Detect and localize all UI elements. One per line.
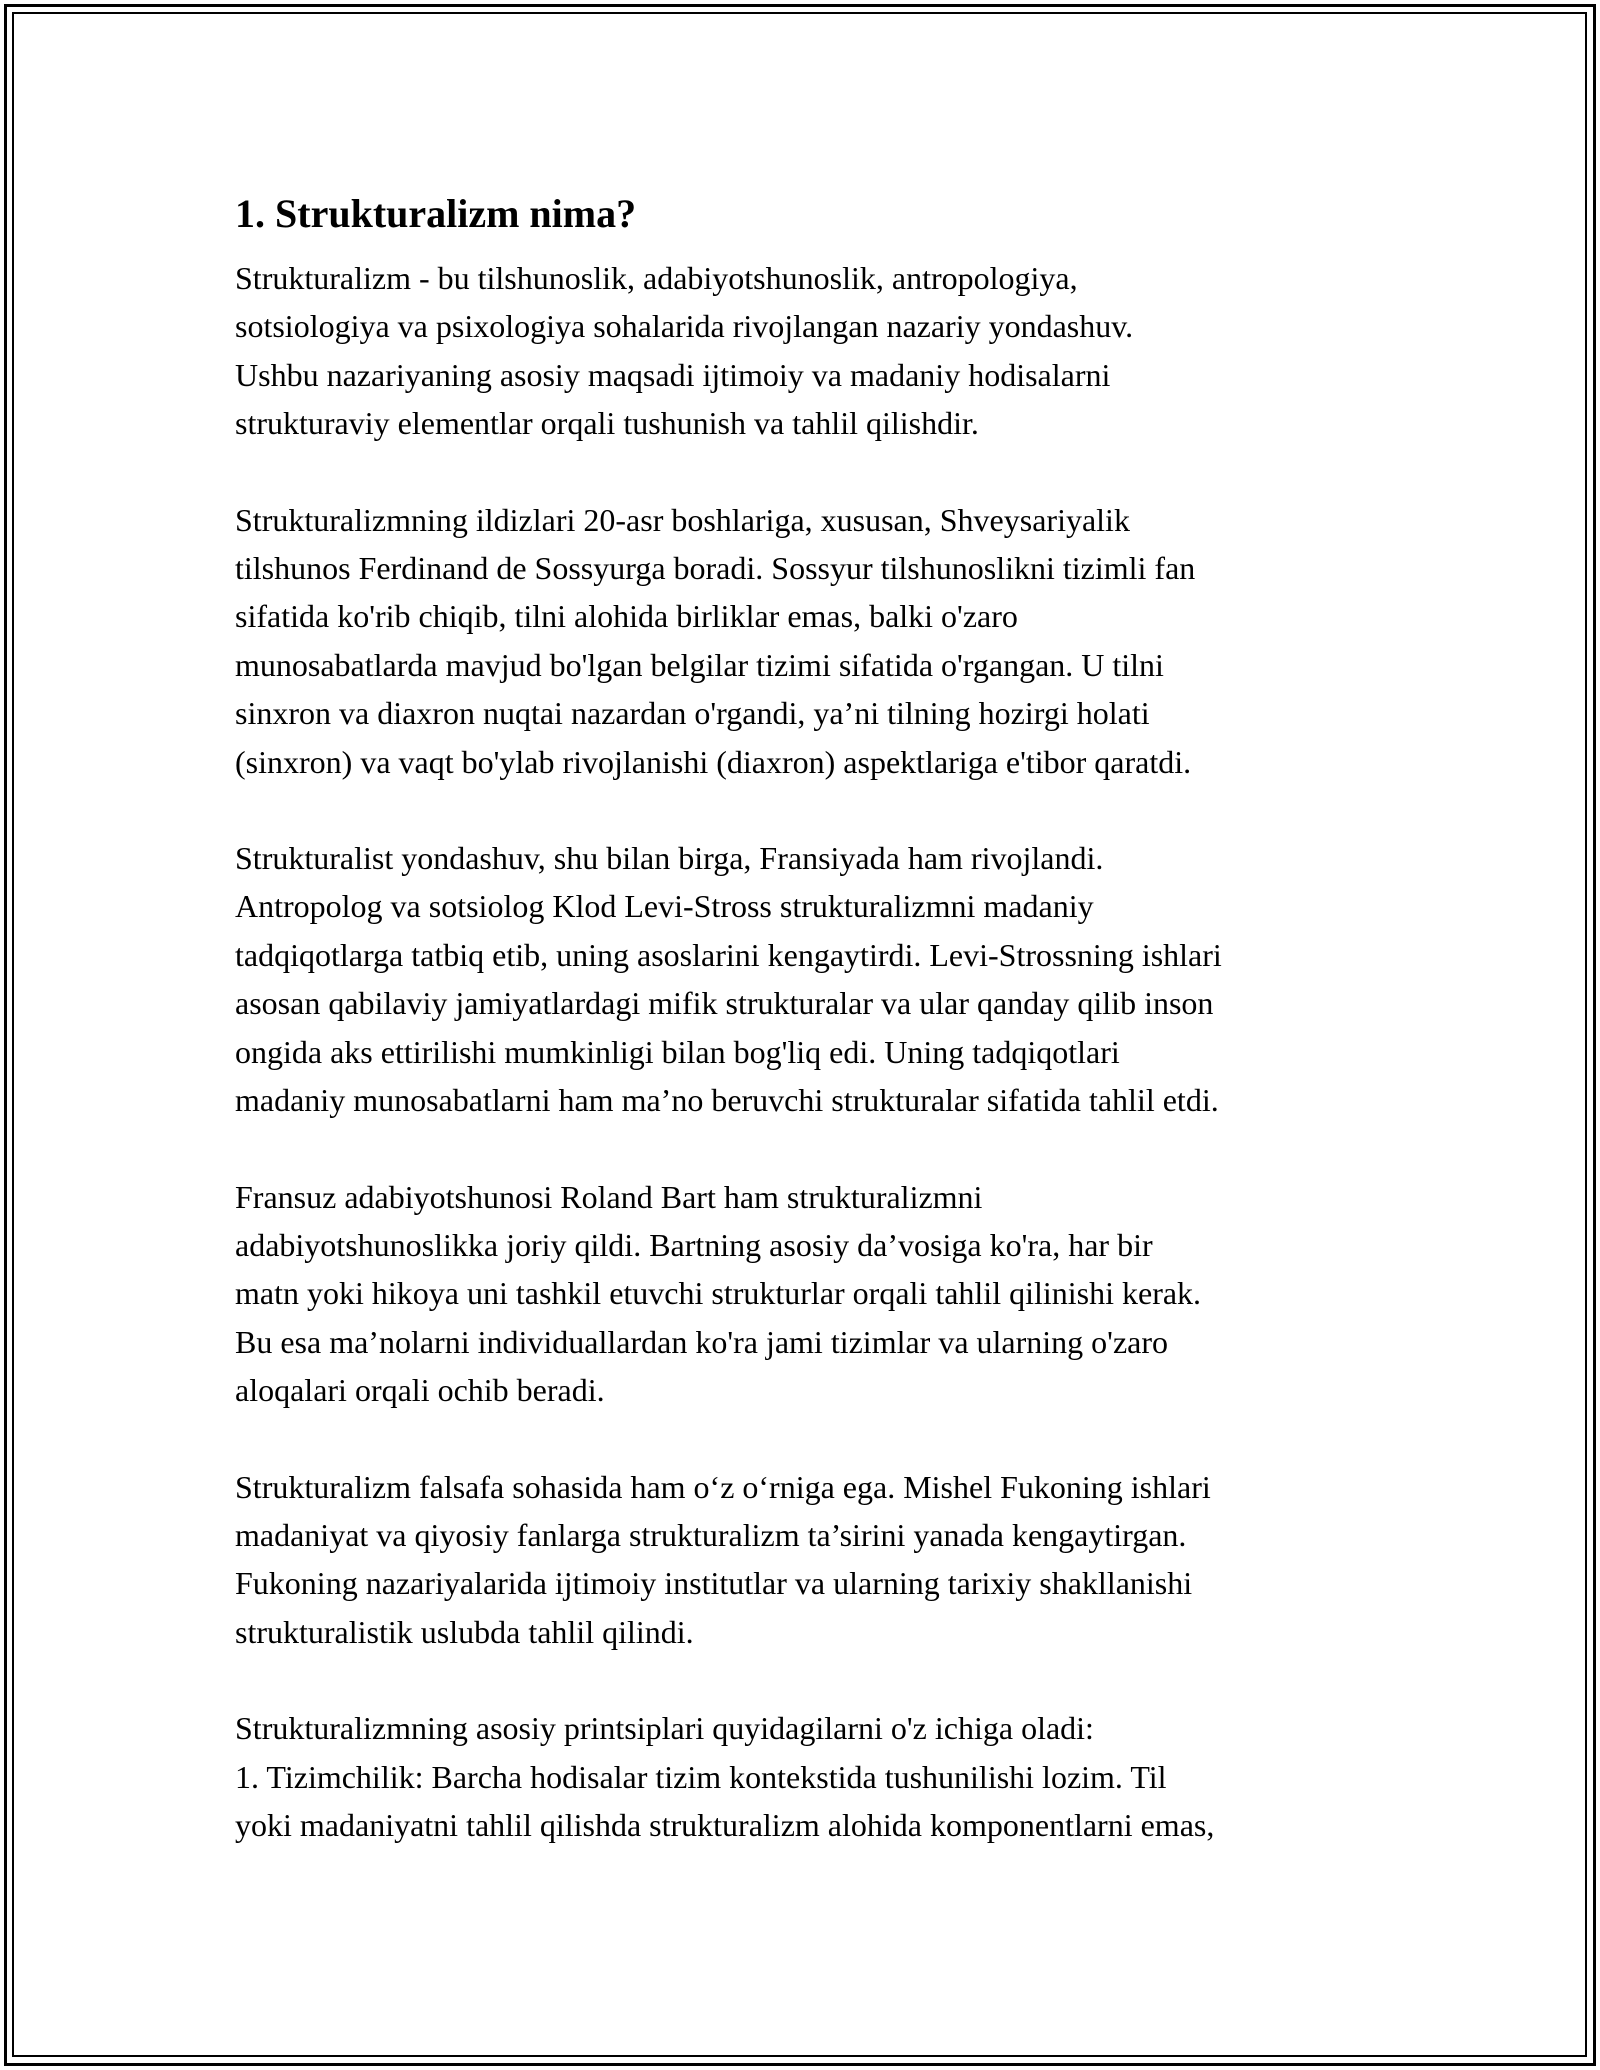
paragraph-barthes <box>235 1173 1375 1415</box>
paragraph-saussure <box>235 496 1375 786</box>
text-line: ongida aks ettirilishi mumkinligi bilan bog'liq edi. Uning tadqiqotlari <box>235 1033 1120 1070</box>
text-line: adabiyotshunoslikka joriy qildi. Bartning asosiy da’vosiga ko'ra, har bir <box>235 1226 1153 1263</box>
section-heading: 1. Strukturalizm nima? <box>235 191 637 236</box>
text-line: Fukoning nazariyalarida ijtimoiy institutlar va ularning tarixiy shakllanishi <box>235 1565 1193 1602</box>
text-line: Bu esa ma’nolarni individuallardan ko'ra jami tizimlar va ularning o'zaro <box>235 1323 1168 1360</box>
text-line: Strukturalizm - bu tilshunoslik, adabiyotshunoslik, antropologiya, <box>235 260 1078 296</box>
text-line: strukturaviy elementlar orqali tushunish va tahlil qilishdir. <box>235 405 979 442</box>
text-line: Ushbu nazariyaning asosiy maqsadi ijtimoiy va madaniy hodisalarni <box>235 356 1111 393</box>
text-line: Strukturalizmning ildizlari 20-asr boshlariga, xususan, Shveysariyalik <box>235 501 1130 538</box>
text-line: madaniy munosabatlarni ham ma’no beruvchi strukturalar sifatida tahlil etdi. <box>235 1082 1219 1119</box>
paragraph-levi-strauss <box>235 834 1375 1124</box>
text-line: Fransuz adabiyotshunosi Roland Bart ham strukturalizmni <box>235 1178 983 1215</box>
text-line: aloqalari orqali ochib beradi. <box>235 1372 605 1409</box>
paragraph-definition <box>235 254 1375 448</box>
text-line: munosabatlarda mavjud bo'lgan belgilar tizimi sifatida o'rgangan. U tilni <box>235 646 1164 683</box>
text-line: Strukturalizmning asosiy printsiplari quyidagilarni o'z ichiga oladi: <box>235 1710 1094 1747</box>
paragraph-foucault <box>235 1463 1375 1657</box>
text-line: matn yoki hikoya uni tashkil etuvchi strukturlar orqali tahlil qilinishi kerak. <box>235 1275 1202 1312</box>
text-line: asosan qabilaviy jamiyatlardagi mifik strukturalar va ular qanday qilib inson <box>235 985 1214 1022</box>
text-line: sifatida ko'rib chiqib, tilni alohida birliklar emas, balki o'zaro <box>235 598 1018 635</box>
document-body <box>235 186 1375 1849</box>
text-line: yoki madaniyatni tahlil qilishda strukturalizm alohida komponentlarni emas, <box>235 1806 1215 1843</box>
text-line: strukturalistik uslubda tahlil qilindi. <box>235 1613 694 1650</box>
text-line: Antropolog va sotsiolog Klod Levi-Stross strukturalizmni madaniy <box>235 888 1094 925</box>
text-line: sotsiologiya va psixologiya sohalarida rivojlangan nazariy yondashuv. <box>235 308 1134 345</box>
text-line: Strukturalizm falsafa sohasida ham o‘z o‘rniga ega. Mishel Fukoning ishlari <box>235 1468 1211 1505</box>
list-item-line: 1. Tizimchilik: Barcha hodisalar tizim kontekstida tushunilishi lozim. Til <box>235 1758 1167 1795</box>
text-line: tilshunos Ferdinand de Sossyurga boradi. Sossyur tilshunoslikni tizimli fan <box>235 550 1196 587</box>
text-line: sinxron va diaxron nuqtai nazardan o'rgandi, ya’ni tilning hozirgi holati <box>235 695 1150 732</box>
text-line: Strukturalist yondashuv, shu bilan birga, Fransiyada ham rivojlandi. <box>235 840 1104 877</box>
text-line: tadqiqotlarga tatbiq etib, uning asoslarini kengaytirdi. Levi-Strossning ishlari <box>235 936 1222 973</box>
text-line: madaniyat va qiyosiy fanlarga strukturalizm ta’sirini yanada kengaytirgan. <box>235 1516 1187 1553</box>
paragraph-principles <box>235 1704 1375 1849</box>
text-line: (sinxron) va vaqt bo'ylab rivojlanishi (diaxron) aspektlariga e'tibor qaratdi. <box>235 743 1192 780</box>
